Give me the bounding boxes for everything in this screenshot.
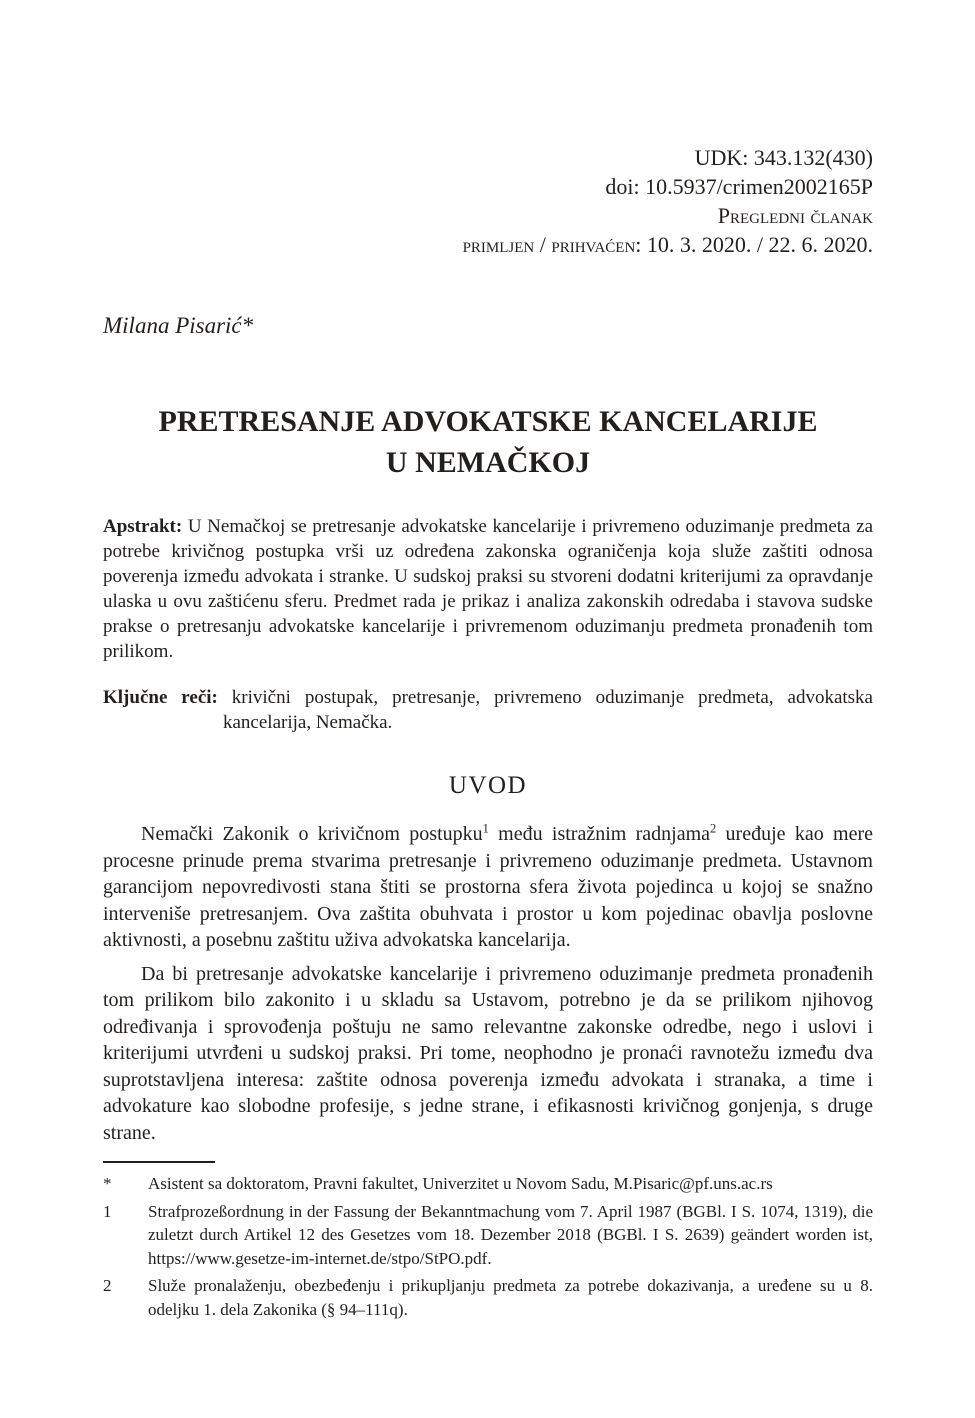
title-line-1: PRETRESANJE ADVOKATSKE KANCELARIJE bbox=[158, 405, 818, 438]
paragraph-1 bbox=[103, 821, 873, 954]
article-meta bbox=[103, 143, 873, 259]
footnote-text: Služe pronalaženju, obezbeđenju i prikupljanju predmeta za potrebe dokazivanja, a uređene su u 8. odeljku 1. dela Zakonika (§ 94–111q). bbox=[148, 1276, 873, 1319]
keywords-paragraph bbox=[103, 685, 873, 735]
paragraph-1-text-b: među istražnim radnjama bbox=[488, 823, 711, 845]
paragraph-1-text-a: Nemački Zakonik o krivičnom postupku bbox=[141, 823, 483, 845]
abstract-paragraph bbox=[103, 514, 873, 664]
section-heading-uvod: UVOD bbox=[448, 772, 528, 799]
footnote-marker: 1 bbox=[103, 1201, 112, 1221]
udk-line: UDK: 343.132(430) bbox=[694, 145, 873, 170]
paragraph-1-text-c: uređuje kao mere procesne prinude prema stvarima pretresanje i privremeno oduzimanje predmeta. Ustavnom garancijom nepovredivosti stana štiti se prostorna sfera života pojedinca u kojoj se snažno interveniše pretresanjem. Ova zaštita obuhvata i prostor u kom pojedinac obavlja poslovne aktivnosti, a posebnu zaštitu uživa advokatska kancelarija. bbox=[103, 823, 874, 951]
footnotes-section bbox=[103, 1172, 873, 1321]
footnote-text: Asistent sa doktoratom, Pravni fakultet, Univerzitet u Novom Sadu, M.Pisaric@pf.uns.ac.rs bbox=[148, 1174, 773, 1193]
doi-line: doi: 10.5937/crimen2002165P bbox=[605, 174, 873, 199]
footnote-marker: * bbox=[103, 1174, 112, 1193]
footnote-1 bbox=[103, 1200, 873, 1271]
footnote-ref-1: 1 bbox=[482, 821, 489, 836]
footnote-text: Strafprozeßordnung in der Fassung der Bekanntmachung vom 7. April 1987 (BGBl. I S. 1074, 1319), die zuletzt durch Artikel 12 des Gesetzes vom 18. Dezember 2018 (BGBl. I S. 2639) geändert worden ist, https://www.gesetze-im-internet.de/stpo/StPO.pdf. bbox=[148, 1201, 873, 1268]
footnote-marker: 2 bbox=[103, 1276, 112, 1295]
keywords-text: krivični postupak, pretresanje, privremeno oduzimanje predmeta, advokatska kancelarija, Nemačka. bbox=[223, 687, 873, 733]
footnote-author bbox=[103, 1172, 873, 1196]
footnote-divider bbox=[103, 1161, 215, 1163]
paragraph-2: Da bi pretresanje advokatske kancelarije i privremeno oduzimanje predmeta pronađenih tom prilikom bilo zakonito i u skladu sa Ustavom, potrebno je da se prilikom njihovog određivanja i sprovođenja poštuju ne samo relevantne zakonske odredbe, nego i uslovi i kriterijumi utvrđeni u sudskoj praksi. Pri tome, neophodno je pronaći ravnotežu između dva suprotstavljena interesa: zaštite odnosa poverenja između advokata i stranaka, a time i advokature kao slobodne profesije, s jedne strane, i efikasnosti krivičnog gonjenja, s druge strane. bbox=[103, 962, 873, 1144]
footnote-ref-2: 2 bbox=[710, 821, 717, 836]
received-accepted-line: primljen / prihvaćen: 10. 3. 2020. / 22. 6. 2020. bbox=[462, 232, 873, 257]
author-line: Milana Pisarić* bbox=[103, 313, 254, 338]
article-type-line: Pregledni članak bbox=[717, 203, 873, 228]
keywords-label: Ključne reči: bbox=[103, 687, 218, 708]
article-title bbox=[103, 401, 873, 483]
footnote-2 bbox=[103, 1274, 873, 1321]
abstract-text: U Nemačkoj se pretresanje advokatske kancelarije i privremeno oduzimanje predmeta za potrebe krivičnog postupka vrši uz određena zakonska ograničenja koja služe zaštiti odnosa poverenja između advokata i stranke. U sudskoj praksi su stvoreni dodatni kriterijumi za opravdanje ulaska u ovu zaštićenu sferu. Predmet rada je prikaz i analiza zakonskih odredaba i stavova sudske prakse o pretresanju advokatske kancelarije i privremenom oduzimanju predmeta pronađenih tom prilikom. bbox=[103, 516, 873, 662]
title-line-2: U NEMAČKOJ bbox=[385, 446, 591, 479]
abstract-label: Apstrakt: bbox=[103, 516, 183, 537]
